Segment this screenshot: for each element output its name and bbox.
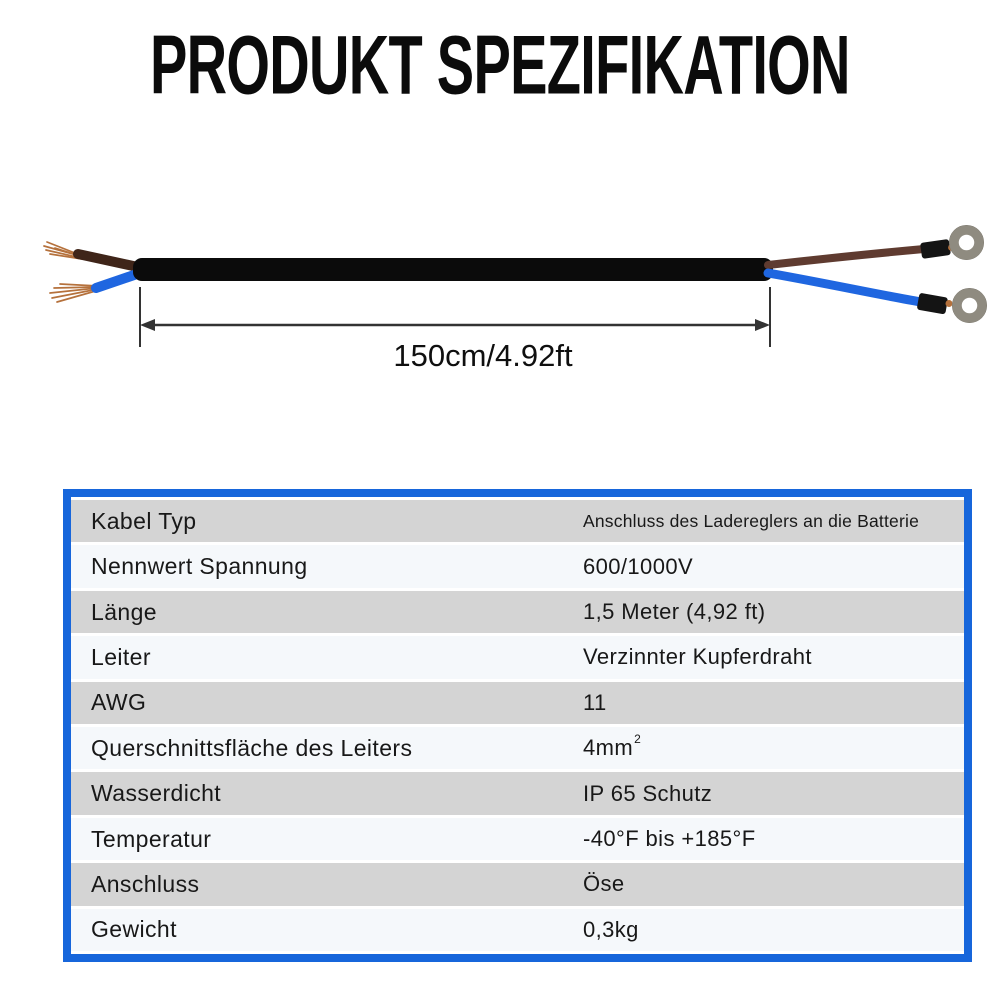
spec-row — [71, 500, 964, 542]
spec-value: Öse — [583, 871, 625, 897]
spec-value: Anschluss des Ladereglers an die Batterie — [583, 510, 920, 531]
page-title: PRODUKT SPEZIFIKATION — [150, 18, 850, 112]
copper-glint-bottom-icon — [946, 300, 953, 307]
spec-table-body — [71, 497, 964, 954]
wire-brown-left — [78, 254, 138, 267]
spec-value: Verzinnter Kupferdraht — [583, 644, 812, 670]
spec-label: Anschluss — [91, 870, 200, 897]
spec-row — [71, 591, 964, 633]
spec-value: 1,5 Meter (4,92 ft) — [583, 599, 766, 625]
spec-value: 600/1000V — [583, 553, 694, 579]
wire-blue-right — [768, 273, 921, 302]
dimension-arrow — [140, 319, 770, 331]
spec-label: Querschnittsfläche des Leiters — [91, 734, 413, 761]
spec-value: IP 65 Schutz — [583, 780, 713, 806]
spec-value: $4mm^2$ — [583, 731, 642, 761]
wire-brown-right — [768, 249, 924, 265]
spec-label: Nennwert Spannung — [91, 553, 308, 580]
spec-row — [71, 682, 964, 724]
dimension-label: 150cm/4.92ft — [393, 338, 573, 373]
cable-sheath — [133, 258, 773, 281]
spec-value: 11 — [583, 689, 607, 715]
spec-value: -40°F bis +185°F — [583, 826, 756, 852]
spec-label: Temperatur — [91, 825, 212, 852]
spec-label: Kabel Typ — [91, 507, 197, 534]
spec-row — [71, 909, 964, 951]
spec-label: Länge — [91, 598, 157, 625]
spec-label: Wasserdicht — [91, 780, 222, 807]
spec-row — [71, 636, 964, 678]
spec-label: Leiter — [91, 643, 151, 670]
spec-table — [63, 489, 972, 962]
spec-label: Gewicht — [91, 916, 177, 943]
ring-terminal-bottom — [957, 293, 982, 318]
wire-blue-left — [96, 273, 140, 288]
ring-terminal-top — [954, 230, 979, 255]
spec-row — [71, 863, 964, 905]
spec-row — [71, 818, 964, 860]
spec-row — [71, 772, 964, 814]
spec-value: 0,3kg — [583, 916, 639, 942]
crimp-top — [920, 239, 951, 259]
spec-label: AWG — [91, 689, 147, 716]
spec-row — [71, 545, 964, 587]
cable-diagram — [0, 0, 1000, 420]
crimp-bottom — [917, 293, 949, 315]
spec-row — [71, 727, 964, 769]
